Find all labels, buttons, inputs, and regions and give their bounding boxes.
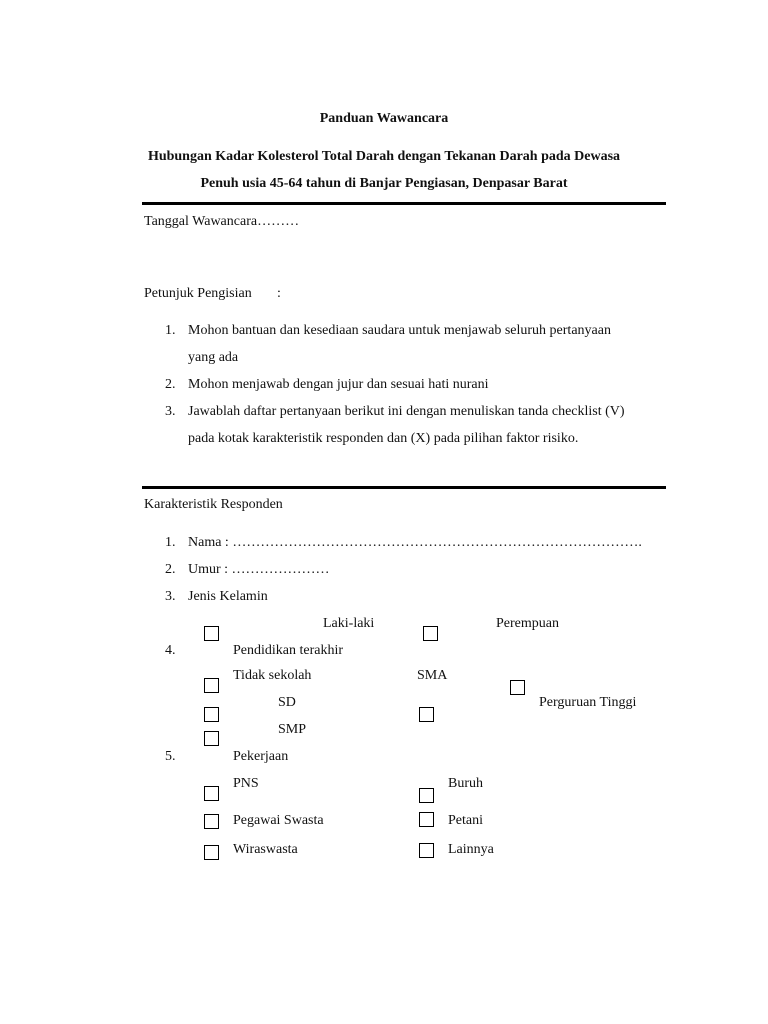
jenis-kelamin-label: Jenis Kelamin (188, 589, 268, 604)
petunjuk-item-3-text-cont: pada kotak karakteristik responden dan (X) pada pilihan faktor risiko. (188, 431, 579, 446)
petunjuk-item-2-num: 2. (165, 377, 176, 392)
petunjuk-label: Petunjuk Pengisian (144, 286, 252, 301)
pendidikan-label: Pendidikan terakhir (233, 643, 344, 658)
buruh-checkbox[interactable] (419, 788, 434, 803)
petunjuk-item-1-num: 1. (165, 323, 176, 338)
perempuan-checkbox[interactable] (423, 626, 438, 641)
header-divider (142, 202, 666, 205)
sd-label: SD (278, 695, 296, 710)
petani-checkbox[interactable] (419, 812, 434, 827)
smp-label: SMP (278, 722, 307, 737)
buruh-label: Buruh (448, 776, 483, 791)
karakteristik-heading: Karakteristik Responden (144, 497, 283, 512)
sma-checkbox[interactable] (419, 707, 434, 722)
perguruan-tinggi-checkbox[interactable] (510, 680, 525, 695)
smp-checkbox[interactable] (204, 731, 219, 746)
pns-label: PNS (233, 776, 259, 791)
nama-num: 1. (165, 535, 176, 550)
pekerjaan-label: Pekerjaan (233, 749, 289, 764)
umur-num: 2. (165, 562, 176, 577)
wiraswasta-label: Wiraswasta (233, 842, 298, 857)
pegawai-swasta-checkbox[interactable] (204, 814, 219, 829)
nama-field[interactable]: Nama : ……………………………………………………………………………. (188, 535, 642, 550)
petunjuk-colon: : (277, 286, 281, 301)
tanggal-wawancara: Tanggal Wawancara……… (144, 214, 300, 229)
sma-label: SMA (417, 668, 448, 683)
tidak-sekolah-checkbox[interactable] (204, 678, 219, 693)
pendidikan-num: 4. (165, 643, 176, 658)
wiraswasta-checkbox[interactable] (204, 845, 219, 860)
petunjuk-item-1-text-cont: yang ada (188, 350, 239, 365)
document-subtitle-line1: Hubungan Kadar Kolesterol Total Darah dengan Tekanan Darah pada Dewasa (147, 149, 621, 164)
laki-laki-checkbox[interactable] (204, 626, 219, 641)
tidak-sekolah-label: Tidak sekolah (233, 668, 312, 683)
petunjuk-item-2-text: Mohon menjawab dengan jujur dan sesuai hati nurani (188, 377, 489, 392)
petunjuk-item-3-text: Jawablah daftar pertanyaan berikut ini dengan menuliskan tanda checklist (V) (188, 404, 625, 419)
petunjuk-item-3-num: 3. (165, 404, 176, 419)
petani-label: Petani (448, 813, 483, 828)
perempuan-label: Perempuan (496, 616, 559, 631)
lainnya-label: Lainnya (448, 842, 494, 857)
sd-checkbox[interactable] (204, 707, 219, 722)
petunjuk-item-1-text: Mohon bantuan dan kesediaan saudara untuk menjawab seluruh pertanyaan (188, 323, 611, 338)
jenis-kelamin-num: 3. (165, 589, 176, 604)
laki-laki-label: Laki-laki (323, 616, 375, 631)
section-divider (142, 486, 666, 489)
umur-field[interactable]: Umur : ………………… (188, 562, 330, 577)
pekerjaan-num: 5. (165, 749, 176, 764)
perguruan-tinggi-label: Perguruan Tinggi (539, 695, 637, 710)
document-subtitle-line2: Penuh usia 45-64 tahun di Banjar Pengiasan, Denpasar Barat (200, 176, 568, 191)
lainnya-checkbox[interactable] (419, 843, 434, 858)
pns-checkbox[interactable] (204, 786, 219, 801)
pegawai-swasta-label: Pegawai Swasta (233, 813, 324, 828)
document-title: Panduan Wawancara (319, 111, 449, 126)
